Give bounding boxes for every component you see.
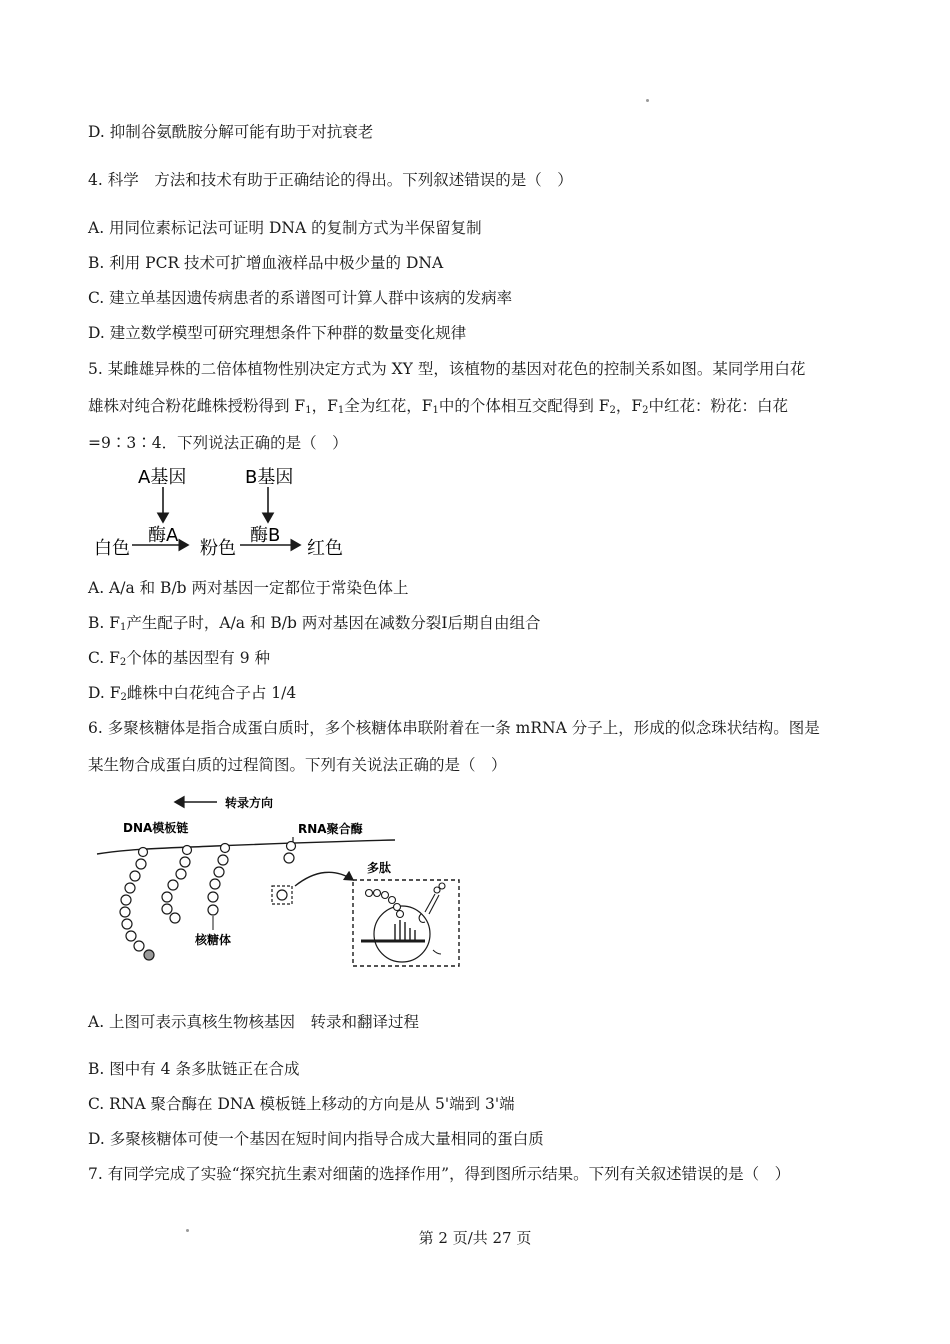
trna-molecules <box>395 920 415 940</box>
q5-option-a: A. A/a 和 B/b 两对基因一定都位于常染色体上 <box>88 579 409 597</box>
transcription-direction-label: 转录方向 <box>225 796 274 810</box>
polypeptide-label: 多肽 <box>367 861 392 875</box>
q5-option-c: C. $F_2$个体的基因型有 9 种 <box>88 649 271 668</box>
mrna-strand-3 <box>208 844 230 916</box>
q4-option-b: B. 利用 PCR 技术可扩增血液样品中极少量的 DNA <box>88 254 444 272</box>
mrna-strand-2 <box>162 846 192 924</box>
q4-option-c: C. 建立单基因遗传病患者的系谱图可计算人群中该病的发病率 <box>88 289 513 307</box>
gene-b-label: B基因 <box>245 467 294 488</box>
incoming-trna <box>425 883 445 914</box>
page-number: 第 2 页/共 27 页 <box>418 1229 532 1247</box>
q6-option-d: D. 多聚核糖体可使一个基因在短时间内指导合成大量相同的蛋白质 <box>88 1130 544 1148</box>
q5-stem-line2: 雄株对纯合粉花雌株授粉得到 $F_1$，$F_1$全为红花，$F_1$中的个体相互交配得到 $F_2$，$F_2$中红花：粉花：白花 <box>88 397 789 416</box>
q4-stem: 4. 科学 方法和技术有助于正确结论的得出。下列叙述错误的是（ ） <box>88 171 573 189</box>
q4-option-a: A. 用同位素标记法可证明 DNA 的复制方式为半保留复制 <box>88 219 482 237</box>
q5-stem-line1: 5. 某雌雄异株的二倍体植物性别决定方式为 XY 型，该植物的基因对花色的控制关系如图。某同学用白花 <box>88 360 806 378</box>
pink-color-label: 粉色 <box>200 538 236 559</box>
q6-option-a: A. 上图可表示真核生物核基因 转录和翻译过程 <box>88 1013 420 1031</box>
dna-template-label: DNA模板链 <box>123 821 189 835</box>
enzyme-a-label: 酶A <box>148 525 179 546</box>
polyribosome-diagram <box>95 790 465 972</box>
speck <box>646 99 649 102</box>
red-color-label: 红色 <box>307 538 343 559</box>
q5-option-d: D. $F_2$雌株中白花纯合子占 1/4 <box>88 684 297 703</box>
white-color-label: 白色 <box>94 538 130 559</box>
rna-polymerase-label: RNA聚合酶 <box>298 822 363 836</box>
polypeptide-chain <box>366 890 404 918</box>
flower-color-pathway-diagram <box>90 462 360 562</box>
q6-option-c: C. RNA 聚合酶在 DNA 模板链上移动的方向是从 5'端到 3'端 <box>88 1095 515 1113</box>
gene-a-label: A基因 <box>138 467 187 488</box>
zoomed-ribosome <box>277 890 287 900</box>
q6-option-b: B. 图中有 4 条多肽链正在合成 <box>88 1060 300 1078</box>
trna-exit-mark <box>433 950 441 954</box>
q7-stem: 7. 有同学完成了实验“探究抗生素对细菌的选择作用”，得到图所示结果。下列有关叙述错误的是（ ） <box>88 1165 791 1183</box>
q3-option-d: D. 抑制谷氨酰胺分解可能有助于对抗衰老 <box>88 123 374 141</box>
ribosome-label: 核糖体 <box>195 933 232 947</box>
zoom-arrow <box>295 872 353 886</box>
q4-option-d: D. 建立数学模型可研究理想条件下种群的数量变化规律 <box>88 324 467 342</box>
enzyme-b-label: 酶B <box>250 525 281 546</box>
q5-option-b: B. $F_1$产生配子时，A/a 和 B/b 两对基因在减数分裂Ⅰ后期自由组合 <box>88 614 541 633</box>
mrna-strand-4 <box>284 842 296 864</box>
q6-stem-line2: 某生物合成蛋白质的过程简图。下列有关说法正确的是（ ） <box>88 756 507 774</box>
q6-stem-line1: 6. 多聚核糖体是指合成蛋白质时，多个核糖体串联附着在一条 mRNA 分子上，形成的似念珠状结构。图是 <box>88 719 820 737</box>
q5-stem-line3: =9∶3∶4．下列说法正确的是（ ） <box>88 434 348 452</box>
mrna-strand-1 <box>120 848 154 961</box>
